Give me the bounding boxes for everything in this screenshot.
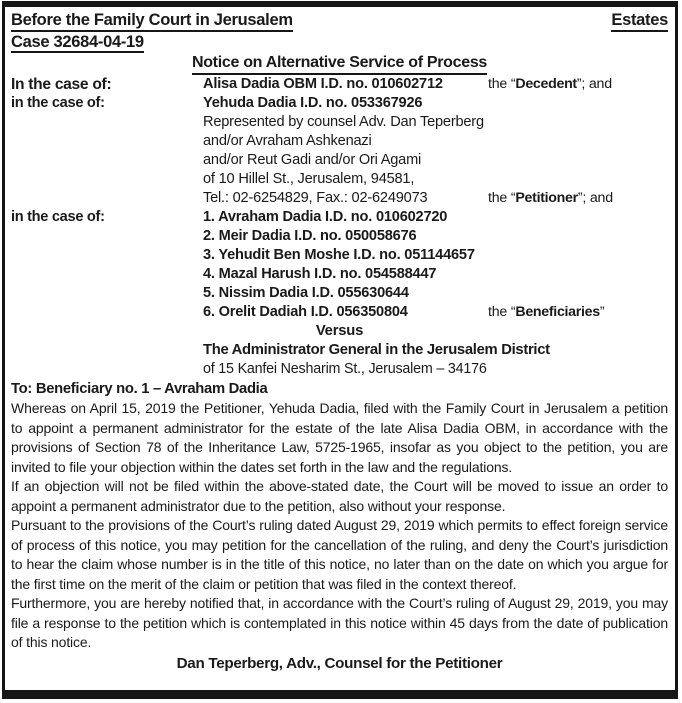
party-annotation-beneficiaries: the “Beneficiaries” [488,304,605,320]
beneficiary-5: 5. Nissim Dadia I.D. 055630644 [203,285,409,301]
party-row [11,208,668,227]
party-row [11,303,668,322]
counsel-phone-fax: Tel.: 02-6254829, Fax.: 02-6249073 [203,190,428,206]
respondent-address-row [11,360,668,379]
party-row [11,113,668,132]
party-row [11,265,668,284]
notice-title: Notice on Alternative Service of Process [192,53,487,75]
versus-label: Versus [315,323,364,339]
body-paragraph-objection: If an objection will not be filed within the above-stated date, the Court will be moved to issue an order to appoint a permanent administrator due to the petition, also without your response. [11,478,668,514]
addressee-line: To: Beneficiary no. 1 – Avraham Dadia [11,381,268,397]
beneficiary-3: 3. Yehudit Ben Moshe I.D. no. 051144657 [203,247,475,263]
respondent-name: The Administrator General in the Jerusalem District [203,342,550,358]
counsel-line: Represented by counsel Adv. Dan Teperberg [203,114,484,130]
party-row [11,284,668,303]
body-paragraph-whereas: Whereas on April 15, 2019 the Petitioner, Yehuda Dadia, filed with the Family Court in Jerusalem a petition to appoint a permanent administrator for the estate of the late Alisa Dadia OBM, in accordance with the provisions of Section 78 of the Inheritance Law, 5725-1965, insofar as you object to the petition, you are invited to file your objection within the dates set forth in the law and the regulations. [11,400,668,475]
title-row [11,53,668,75]
party-annotation-decedent: the “Decedent”; and [488,76,612,92]
signature-line: Dan Teperberg, Adv., Counsel for the Petitioner [176,654,503,672]
party-value-decedent: Alisa Dadia OBM I.D. no. 010602712 [203,76,443,92]
estates-label: Estates [611,10,668,32]
party-row [11,94,668,113]
counsel-line: and/or Avraham Ashkenazi [203,133,372,149]
counsel-line: and/or Reut Gadi and/or Ori Agami [203,152,422,168]
party-annotation-petitioner: the “Petitioner”; and [488,190,613,206]
party-row [11,151,668,170]
court-header: Before the Family Court in Jerusalem [11,10,293,32]
party-row [11,75,668,94]
beneficiary-4: 4. Mazal Harush I.D. no. 054588447 [203,266,437,282]
case-number-row [11,32,668,53]
document-header [11,10,668,32]
respondent-row [11,341,668,360]
party-row [11,132,668,151]
counsel-address: of 10 Hillel St., Jerusalem, 94581, [203,171,415,187]
party-label: In the case of: [11,76,112,93]
party-row [11,189,668,208]
party-row [11,170,668,189]
party-row [11,227,668,246]
case-number: Case 32684-04-19 [11,33,144,51]
beneficiary-6: 6. Orelit Dadiah I.D. 056350804 [203,304,408,320]
party-label: in the case of: [11,95,105,111]
beneficiary-2: 2. Meir Dadia I.D. no. 050058676 [203,228,417,244]
party-label: in the case of: [11,209,105,225]
respondent-address: of 15 Kanfei Nesharim St., Jerusalem – 34176 [203,361,487,377]
party-value-petitioner: Yehuda Dadia I.D. no. 053367926 [203,95,423,111]
beneficiary-1: 1. Avraham Dadia I.D. no. 010602720 [203,209,448,225]
body-paragraph-furthermore: Furthermore, you are hereby notified that, in accordance with the Court’s ruling of August 29, 2019, you may file a response to the petition which is contemplated in this notice within 45 days from the date of publication of this notice. [11,595,668,650]
document-frame [2,1,678,699]
party-row [11,246,668,265]
body-paragraph-pursuant: Pursuant to the provisions of the Court’s ruling dated August 29, 2019 which permits to effect foreign service of process of this notice, you may petition for the cancellation of the ruling, and deny the Court’s jurisdiction to hear the claim whose number is in the title of this notice, no later than on the date on which you argue for the first time on the merit of the claim or petition that was filed in the context thereof. [11,517,668,592]
